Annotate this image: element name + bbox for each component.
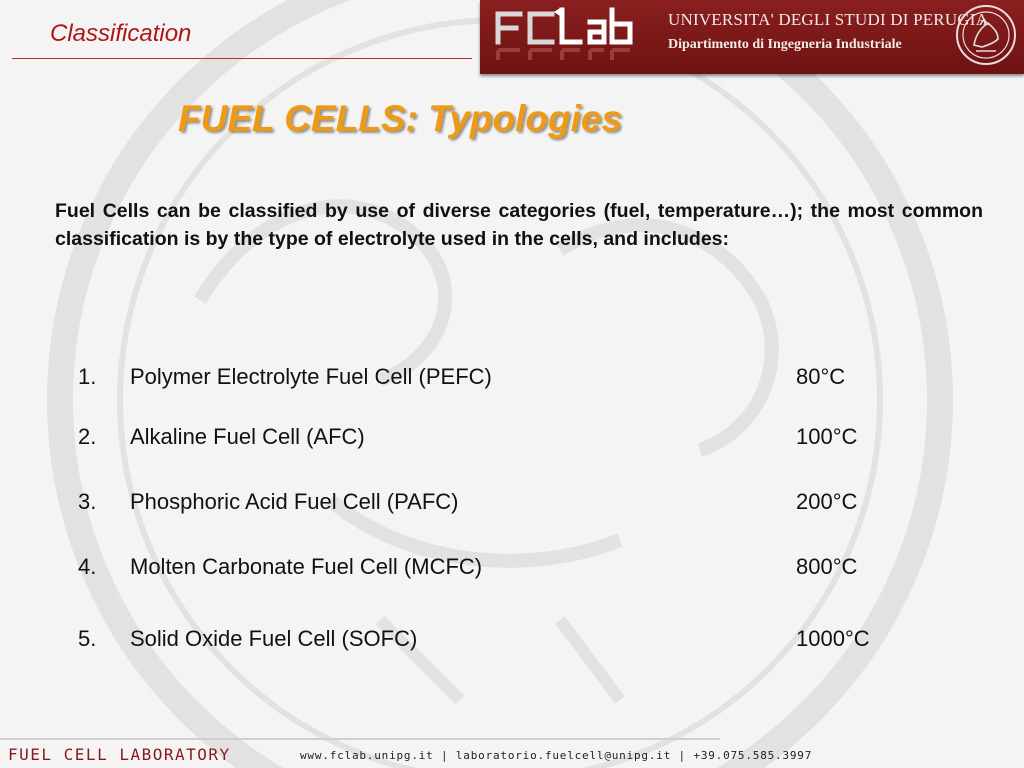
header-banner	[480, 0, 1024, 74]
footer-divider	[0, 738, 720, 740]
item-number: 2.	[78, 424, 97, 449]
department-name: Dipartimento di Ingegneria Industriale	[668, 37, 902, 52]
list-item	[78, 424, 928, 454]
list-item	[78, 626, 928, 656]
section-label: Classification	[50, 20, 192, 47]
item-name: Polymer Electrolyte Fuel Cell (PEFC)	[130, 364, 492, 389]
intro-paragraph: Fuel Cells can be classified by use of diverse categories (fuel, temperature…); the most common classification is by the type of electrolyte used in the cells, and includes:	[55, 200, 983, 250]
page-title: FUEL CELLS: Typologies	[178, 98, 623, 139]
item-name: Solid Oxide Fuel Cell (SOFC)	[130, 626, 418, 651]
list-item	[78, 364, 928, 394]
list-item	[78, 554, 928, 584]
item-temperature: 80°C	[796, 364, 846, 389]
footer-brand: FUEL CELL LABORATORY	[8, 745, 231, 764]
item-name: Molten Carbonate Fuel Cell (MCFC)	[130, 554, 483, 579]
item-temperature: 1000°C	[796, 626, 870, 651]
item-name: Phosphoric Acid Fuel Cell (PAFC)	[130, 489, 459, 514]
item-number: 3.	[78, 489, 97, 514]
university-seal-icon	[954, 3, 1018, 67]
list-item	[78, 489, 928, 519]
item-number: 1.	[78, 364, 97, 389]
item-temperature: 800°C	[796, 554, 858, 579]
footer-contact: www.fclab.unipg.it | laboratorio.fuelcell@unipg.it | +39.075.585.3997	[300, 749, 813, 762]
item-temperature: 200°C	[796, 489, 858, 514]
item-number: 4.	[78, 554, 97, 579]
section-divider	[12, 58, 472, 59]
fclab-logo	[490, 4, 640, 64]
university-name: UNIVERSITA' DEGLI STUDI DI PERUGIA	[668, 10, 989, 29]
item-temperature: 100°C	[796, 424, 858, 449]
item-number: 5.	[78, 626, 97, 651]
item-name: Alkaline Fuel Cell (AFC)	[130, 424, 365, 449]
